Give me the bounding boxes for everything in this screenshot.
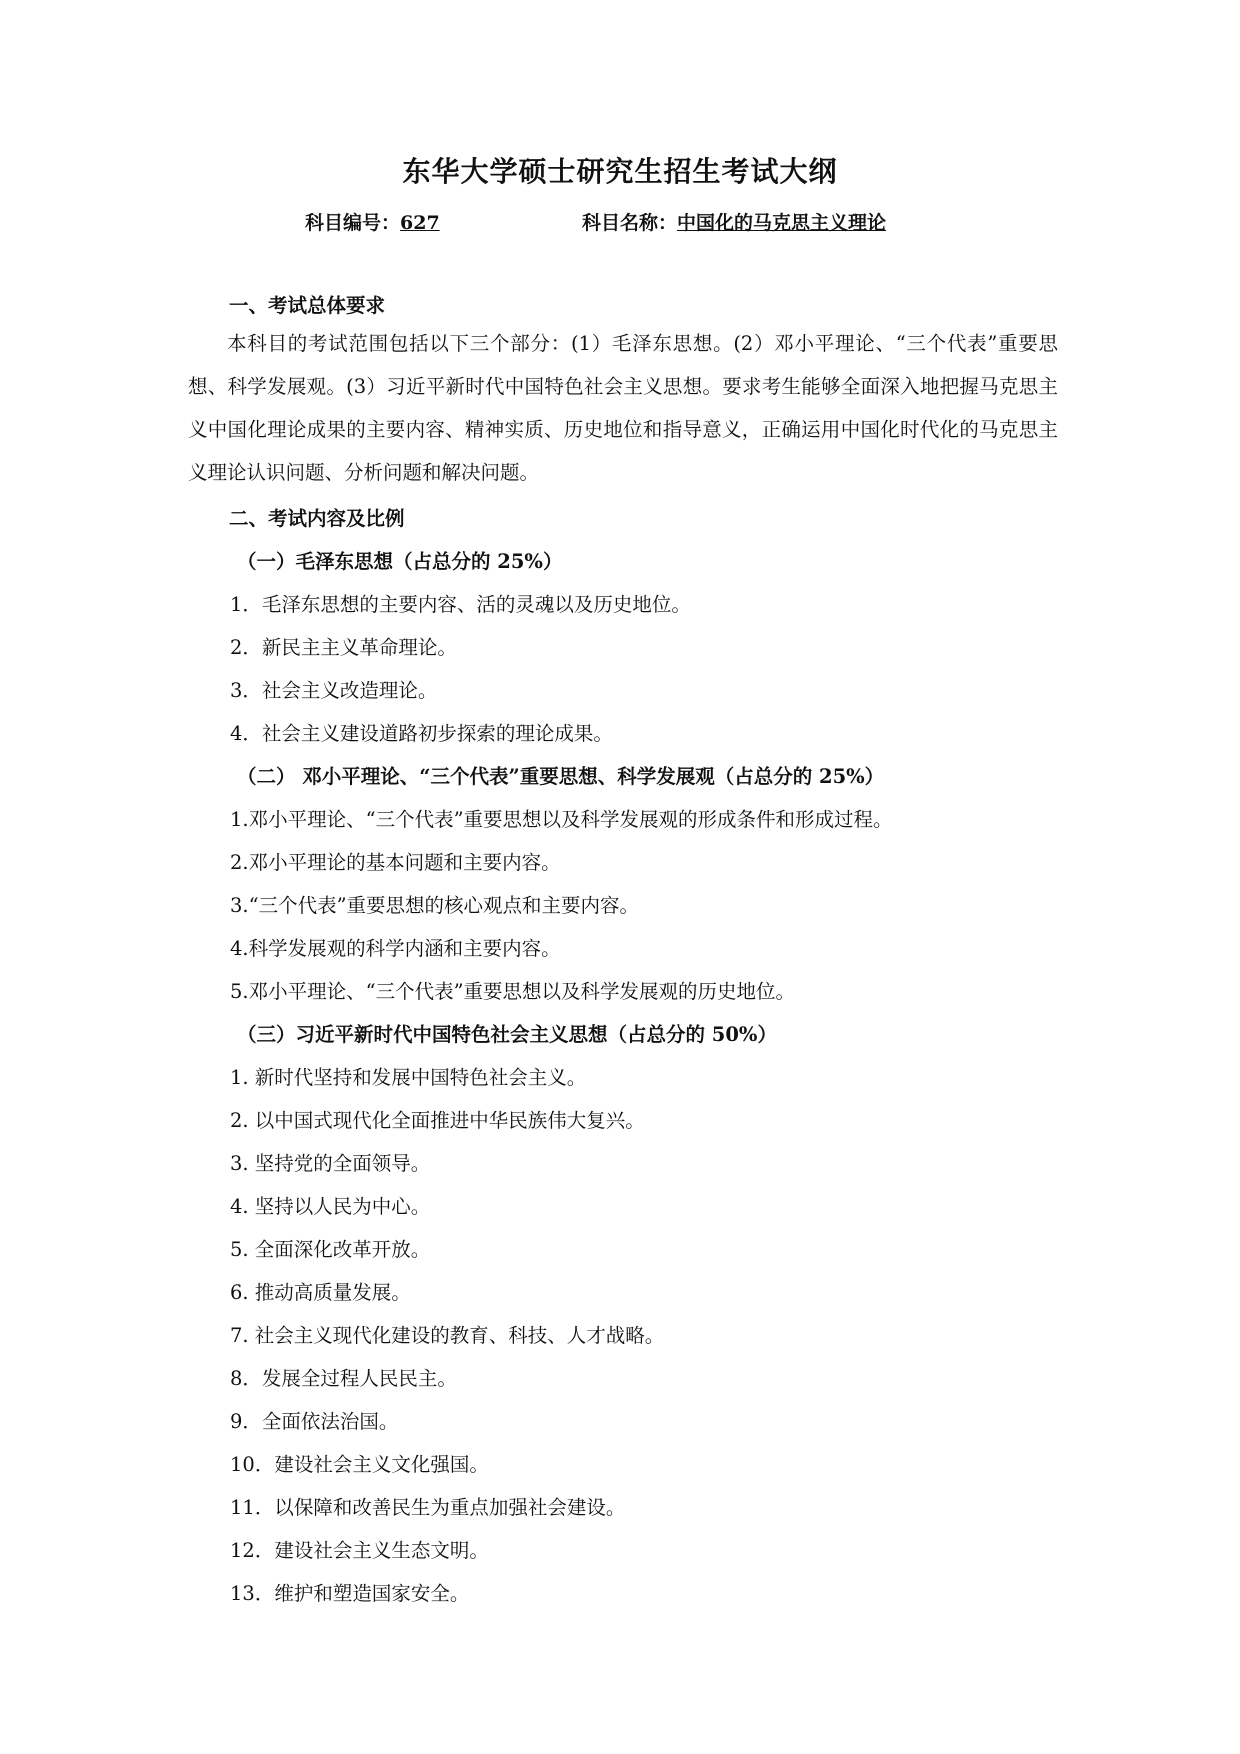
list-item: 10．建设社会主义文化强国。 xyxy=(230,1453,489,1476)
list-item: 2．新民主主义革命理论。 xyxy=(230,636,457,659)
list-item: 8．发展全过程人民民主。 xyxy=(230,1367,457,1390)
list-item: 5.邓小平理论、“三个代表”重要思想以及科学发展观的历史地位。 xyxy=(230,980,796,1003)
subject-name-label: 科目名称： xyxy=(582,212,678,234)
list-item: 12．建设社会主义生态文明。 xyxy=(230,1539,489,1562)
list-item: 11．以保障和改善民生为重点加强社会建设。 xyxy=(230,1496,626,1519)
list-item: 4. 坚持以人民为中心。 xyxy=(230,1195,431,1218)
list-item: 4．社会主义建设道路初步探索的理论成果。 xyxy=(230,722,613,745)
list-item: 5. 全面深化改革开放。 xyxy=(230,1238,431,1261)
section-paragraph: 本科目的考试范围包括以下三个部分：(1）毛泽东思想。(2）邓小平理论、“三个代表”重要思想、科学发展观。(3）习近平新时代中国特色社会主义思想。要求考生能够全面深入地把握马克思主义中国化理论成果的主要内容、精神实质、历史地位和指导意义，正确运用中国化时代化的马克思主义理论认识问题、分析问题和解决问题。 xyxy=(188,332,1058,484)
list-item: 3. 坚持党的全面领导。 xyxy=(230,1152,431,1175)
subject-code-label: 科目编号： xyxy=(305,212,401,234)
subsection-heading: （二） 邓小平理论、“三个代表”重要思想、科学发展观（占总分的 25%） xyxy=(237,765,885,788)
list-item: 13．维护和塑造国家安全。 xyxy=(230,1582,470,1605)
list-item: 3.“三个代表”重要思想的核心观点和主要内容。 xyxy=(230,894,640,917)
list-item: 6. 推动高质量发展。 xyxy=(230,1281,411,1304)
list-item: 7. 社会主义现代化建设的教育、科技、人才战略。 xyxy=(230,1324,665,1347)
list-item: 2. 以中国式现代化全面推进中华民族伟大复兴。 xyxy=(230,1109,645,1132)
subject-code-value: 627 xyxy=(400,212,440,234)
list-item: 9．全面依法治国。 xyxy=(230,1410,399,1433)
subject-name xyxy=(582,208,886,235)
list-item: 1. 新时代坚持和发展中国特色社会主义。 xyxy=(230,1066,587,1089)
section-heading: 二、考试内容及比例 xyxy=(229,507,405,530)
subject-name-value: 中国化的马克思主义理论 xyxy=(677,212,887,234)
list-item: 4.科学发展观的科学内涵和主要内容。 xyxy=(230,937,561,960)
document-title: 东华大学硕士研究生招生考试大纲 xyxy=(402,155,838,188)
list-item: 2.邓小平理论的基本问题和主要内容。 xyxy=(230,851,561,874)
subsection-heading: （一）毛泽东思想（占总分的 25%） xyxy=(237,550,563,573)
list-item: 3．社会主义改造理论。 xyxy=(230,679,438,702)
list-item: 1．毛泽东思想的主要内容、活的灵魂以及历史地位。 xyxy=(230,593,691,616)
section-heading: 一、考试总体要求 xyxy=(229,294,386,317)
subject-code xyxy=(305,208,440,235)
list-item: 1.邓小平理论、“三个代表”重要思想以及科学发展观的形成条件和形成过程。 xyxy=(230,808,893,831)
subsection-heading: （三）习近平新时代中国特色社会主义思想（占总分的 50%） xyxy=(237,1023,777,1046)
